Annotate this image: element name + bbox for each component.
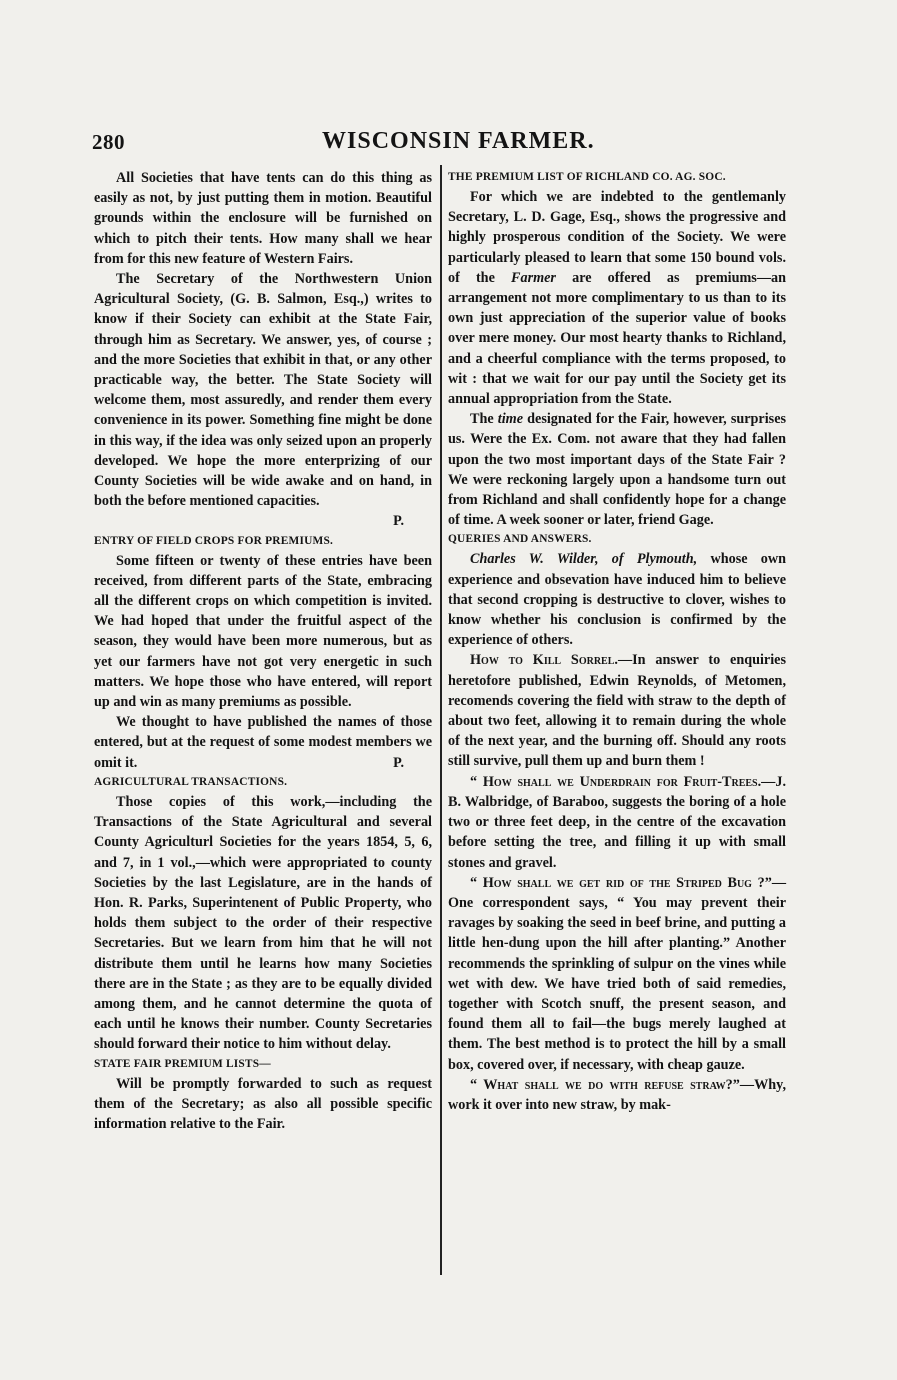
heading-richland-premium-list: THE PREMIUM LIST OF RICHLAND CO. AG. SOC. — [448, 171, 726, 183]
heading-agricultural-transactions: AGRICULTURAL TRANSACTIONS. — [94, 775, 288, 788]
heading-entry-field-crops: ENTRY OF FIELD CROPS FOR PREMIUMS. — [94, 534, 334, 547]
paragraph-names-text: We thought to have published the names of those entered, but at the request of some modest members we omit it. — [94, 714, 432, 771]
paragraph-time: The time designated for the Fair, however, surprises us. Were the Ex. Com. not aware that they had fallen upon the two most important days of the State Fair ? We were reckoning largely upon a handsome turn out from Richland and shall confidently hope for a change of time. A week sooner or later, friend Gage. — [448, 411, 787, 529]
paragraph-entries: Some fifteen or twenty of these entries have been received, from different parts of the State, embracing all the different crops on which competition is invited. We had hoped that under the fruitful aspect of the season, they would have been more numerous, but as yet our farmers have not got very energetic in such matters. We hope those who have entered, will report up and win as many premiums as possible. — [94, 552, 432, 711]
time-italic: time — [497, 411, 523, 428]
farmer-italic: Farmer — [511, 269, 556, 286]
left-column — [94, 168, 432, 1134]
paragraph-premium-lists: Will be promptly forwarded to such as request them of the Secretary; as also all possible specific information relative to the Fair. — [94, 1075, 432, 1132]
signature: P. — [393, 754, 404, 771]
paragraph-sorrel: How to Kill Sorrel.—In answer to enquiries heretofore published, Edwin Reynolds, of Metomen, recomends covering the field with straw to the depth of about two feet, allowing it to remain during the whole of the next year, and the burning off. Should any roots still survive, pull them up and burn them ! — [448, 652, 786, 770]
paragraph-striped-bug: “ How shall we get rid of the Striped Bug ?”—One correspondent says, “ You may prevent their ravages by soaking the seed in beef brine, and putting a little hen-dung upon the hill after planting.” Another recommends the sprinkling of sulpur on the vines while wet with dew. We have tried both of said remedies, together with Scotch snuff, the present season, and found them all to fail—the bugs merely laughed at them. The best method is to protect the hill by a small box, covered over, if necessary, with cheap gauze. — [448, 874, 786, 1073]
paragraph-transactions: Those copies of this work,—including the Transactions of the State Agricultural and several County Agriculturl Societies for the years 1854, 5, 6, and 7, in 1 vol.,—which were appropriated to county Societies by the last Legislature, are in the hands of Hon. R. Parks, Superintenent of Public Property, who holds them subject to the order of their respective Secretaries. But we learn from him that he will not distribute them until he learns how many Societies there are in the State ; as they are to be equally divided among them, and he cannot determine the quota of each until he knows their number. County Secretaries should forward their notice to him without delay. — [94, 793, 432, 1053]
page-header — [92, 128, 852, 162]
striped-bug-query: “ How shall we get rid of the Striped Bug ?” — [470, 874, 772, 891]
refuse-straw-query: “ What shall we do with refuse straw?” — [470, 1076, 740, 1093]
paragraph-northwestern-union: The Secretary of the Northwestern Union Agricultural Society, (G. B. Salmon, Esq.,) writes to know if their Society can exhibit at the State Fair, through him as Secretary. We answer, yes, of course ; and the more Societies that exhibit in that, or any other practicable way, the better. The State Society will welcome them, most assuredly, and render them every convenience in its power. Something fine might be done in this way, if the idea was only seized upon an properly developed. We hope the more enterprizing of our County Societies will be wide awake and on hand, in both the before mentioned capacities. — [94, 271, 432, 510]
running-head: WISCONSIN FARMER. — [322, 128, 595, 154]
column-divider — [440, 165, 442, 1275]
paragraph-tents: All Societies that have tents can do this thing as easily as not, by just putting them in motion. Beautiful grounds within the enclosure will be furnished on which to pitch their tents. How many shall we hear from for this new feature of Western Fairs. — [94, 170, 432, 267]
paragraph-underdrain: “ How shall we Underdrain for Fruit-Trees.—J. B. Walbridge, of Baraboo, suggests the boring of a hole two or three feet deep, in the centre of the excavation before setting the tree, and filling it up with small stones and gravel. — [448, 773, 786, 871]
paragraph-names — [94, 712, 432, 773]
paragraph-wilder: Charles W. Wilder, of Plymouth, whose own experience and obsevation have induced him to believe that second cropping is destructive to clover, wishes to know whether his conclusion is confirmed by the experience of others. — [448, 551, 787, 649]
paragraph-richland: For which we are indebted to the gentlemanly Secretary, L. D. Gage, Esq., shows the progressive and highly prosperous condition of the Society. We were particularly pleased to learn that some 150 bound vols. of the Farmer are offered as premiums—an arrangement not more complimentary to us than to its own just appreciation of the superior value of books over mere money. Our most hearty thanks to Richland, and a cheerful compliance with the terms proposed, to wit : that we wait for our pay until the Society get its annual appropriation from the State. — [448, 189, 787, 408]
underdrain-query: “ How shall we Underdrain for Fruit-Trees. — [470, 773, 762, 790]
heading-queries-and-answers: QUERIES AND ANSWERS. — [448, 533, 592, 546]
right-column — [448, 168, 786, 1115]
paragraph-refuse-straw: “ What shall we do with refuse straw?”—Why, work it over into new straw, by mak- — [448, 1076, 786, 1113]
wilder-italic: Charles W. Wilder, of Plymouth, — [470, 551, 698, 568]
page-number: 280 — [92, 130, 125, 154]
heading-state-fair-premium-lists: STATE FAIR PREMIUM LISTS— — [94, 1057, 271, 1070]
signature: P. — [393, 513, 404, 530]
sorrel-query: How to Kill Sorrel. — [470, 652, 618, 669]
